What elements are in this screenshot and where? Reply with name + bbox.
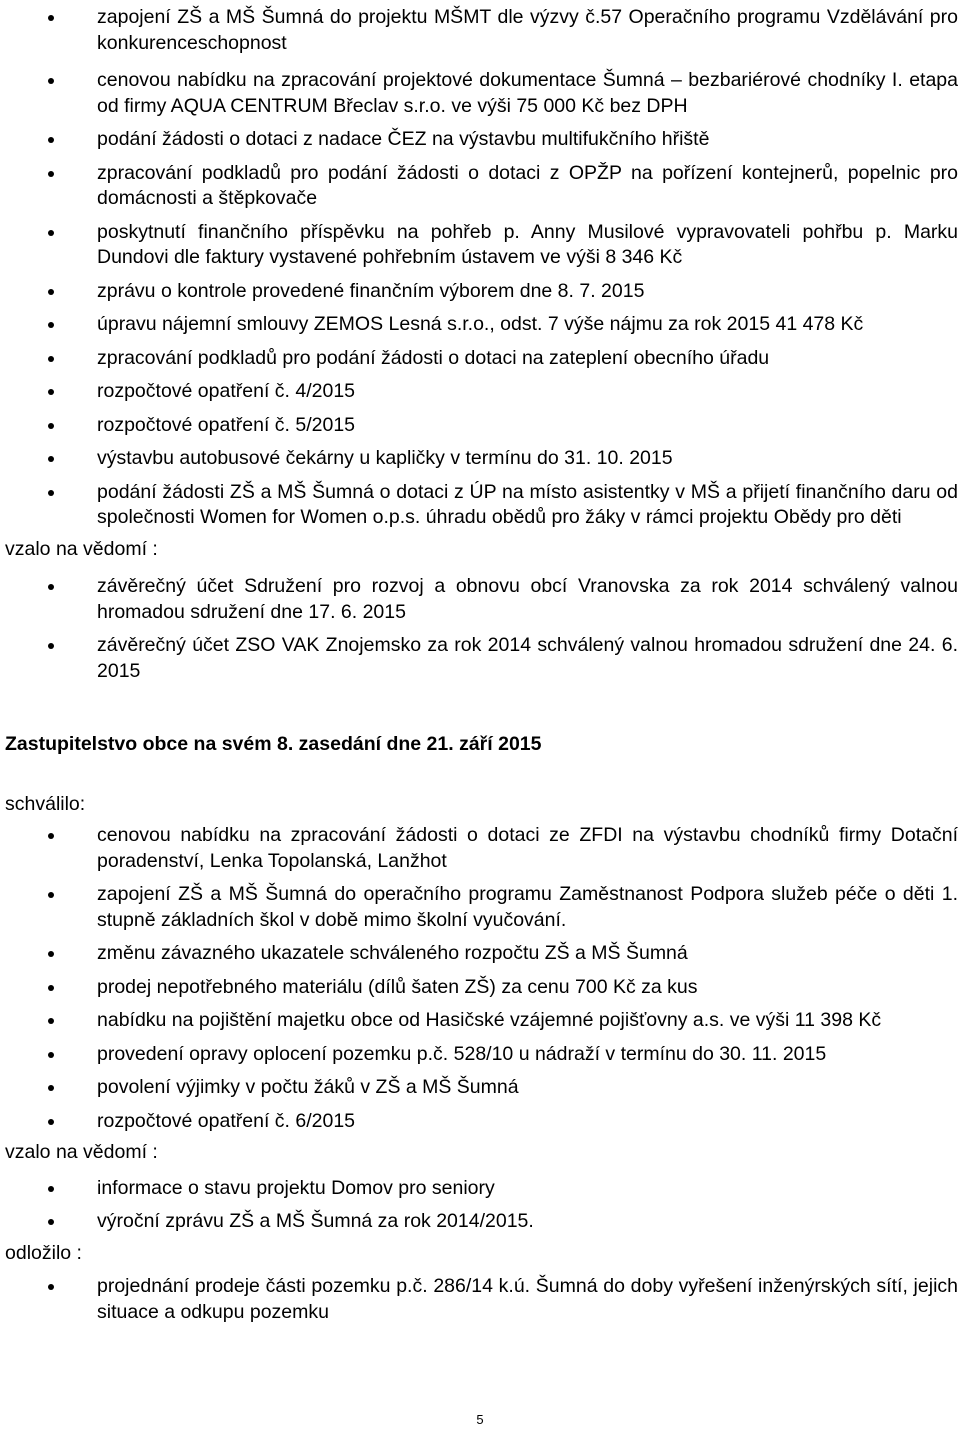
item-text: výroční zprávu ZŠ a MŠ Šumná za rok 2014/2015. — [97, 1210, 534, 1232]
item-text: zapojení ZŠ a MŠ Šumná do projektu MŠMT dle výzvy č.57 Operačního programu Vzdělávání pro konkurenceschopnost — [97, 6, 958, 54]
list-item — [0, 161, 960, 212]
bullet-icon — [48, 892, 54, 898]
list-item — [0, 941, 960, 967]
bullet-icon — [48, 456, 54, 462]
bullet-icon — [48, 15, 54, 21]
item-text: cenovou nabídku na zpracování projektové dokumentace Šumná – bezbariérové chodníky I. etapa od firmy AQUA CENTRUM Břeclav s.r.o. ve výši 75 000 Kč bez DPH — [97, 69, 958, 117]
bullet-icon — [48, 389, 54, 395]
noted-list-2 — [0, 1176, 960, 1235]
bullet-icon — [48, 1186, 54, 1192]
bullet-icon — [48, 584, 54, 590]
list-item — [0, 5, 960, 56]
item-text: zapojení ZŠ a MŠ Šumná do operačního programu Zaměstnanost Podpora služeb péče o děti 1. stupně základních škol v době mimo školní vyučování. — [97, 883, 958, 931]
bullet-icon — [48, 985, 54, 991]
item-text: podání žádosti o dotaci z nadace ČEZ na výstavbu multifukčního hřiště — [97, 128, 710, 150]
item-text: povolení výjimky v počtu žáků v ZŠ a MŠ Šumná — [97, 1076, 519, 1098]
bullet-icon — [48, 1018, 54, 1024]
bullet-icon — [48, 230, 54, 236]
item-text: rozpočtové opatření č. 5/2015 — [97, 413, 356, 436]
item-text: závěrečný účet ZSO VAK Znojemsko za rok 2014 schválený valnou hromadou sdružení dne 24. 6. 2015 — [97, 634, 958, 682]
bullet-icon — [48, 643, 54, 649]
list-item — [0, 312, 960, 338]
item-text: zprávu o kontrole provedené finančním výborem dne 8. 7. 2015 — [97, 279, 645, 302]
page-number: 5 — [476, 1412, 484, 1427]
bullet-icon — [48, 356, 54, 362]
list-item — [0, 1042, 960, 1068]
list-item — [0, 633, 960, 684]
list-item — [0, 127, 960, 153]
postponed-list — [0, 1274, 960, 1325]
list-item — [0, 346, 960, 372]
item-text: zpracování podkladů pro podání žádosti o dotaci na zateplení obecního úřadu — [97, 346, 770, 369]
list-item — [0, 1109, 960, 1135]
bullet-icon — [48, 137, 54, 143]
item-text: projednání prodeje části pozemku p.č. 286/14 k.ú. Šumná do doby vyřešení inženýrských sítí, jejich situace a odkupu pozemku — [97, 1275, 958, 1323]
bullet-icon — [48, 1085, 54, 1091]
approved-label: schválilo: — [5, 792, 86, 815]
bullet-icon — [48, 1052, 54, 1058]
bullet-icon — [48, 490, 54, 496]
bullet-icon — [48, 1119, 54, 1125]
list-item — [0, 1008, 960, 1034]
item-text: provedení opravy oplocení pozemku p.č. 528/10 u nádraží v termínu do 30. 11. 2015 — [97, 1042, 827, 1065]
item-text: úpravu nájemní smlouvy ZEMOS Lesná s.r.o., odst. 7 výše nájmu za rok 2015 41 478 Kč — [97, 313, 864, 335]
noted-label-2: vzalo na vědomí : — [5, 1141, 158, 1163]
item-text: zpracování podkladů pro podání žádosti o dotaci z OPŽP na pořízení kontejnerů, popelnic pro domácnosti a štěpkovače — [97, 161, 958, 209]
item-text: závěrečný účet Sdružení pro rozvoj a obnovu obcí Vranovska za rok 2014 schválený valnou hromadou sdružení dne 17. 6. 2015 — [97, 575, 958, 623]
bullet-icon — [48, 951, 54, 957]
item-text: nabídku na pojištění majetku obce od Hasičské vzájemné pojišťovny a.s. ve výši 11 398 Kč — [97, 1009, 882, 1031]
bullet-icon — [48, 833, 54, 839]
list-item — [0, 823, 960, 874]
item-text: informace o stavu projektu Domov pro seniory — [97, 1176, 495, 1199]
list-item — [0, 480, 960, 531]
bullet-icon — [48, 1284, 54, 1290]
item-text: rozpočtové opatření č. 6/2015 — [97, 1109, 356, 1132]
list-item — [0, 446, 960, 472]
list-item — [0, 975, 960, 1001]
postponed-label: odložilo : — [5, 1241, 82, 1264]
bullet-icon — [48, 1219, 54, 1225]
item-text: prodej nepotřebného materiálu (dílů šaten ZŠ) za cenu 700 Kč za kus — [97, 975, 698, 998]
section1-list — [0, 5, 960, 531]
approved-list — [0, 823, 960, 1134]
bullet-icon — [48, 171, 54, 177]
list-item — [0, 413, 960, 439]
list-item — [0, 882, 960, 933]
list-item — [0, 1075, 960, 1101]
item-text: podání žádosti ZŠ a MŠ Šumná o dotaci z ÚP na místo asistentky v MŠ a přijetí finančního daru od společnosti Women for Women o.p.s. úhradu obědů pro žáky v rámci projektu Obědy pro děti — [97, 480, 958, 528]
bullet-icon — [48, 289, 54, 295]
list-item — [0, 1176, 960, 1202]
item-text: rozpočtové opatření č. 4/2015 — [97, 380, 356, 402]
list-item — [0, 220, 960, 271]
list-item — [0, 379, 960, 405]
list-item — [0, 68, 960, 119]
bullet-icon — [48, 78, 54, 84]
item-text: změnu závazného ukazatele schváleného rozpočtu ZŠ a MŠ Šumná — [97, 942, 688, 964]
list-item — [0, 279, 960, 305]
bullet-icon — [48, 322, 54, 328]
list-item — [0, 1209, 960, 1235]
list-item — [0, 1274, 960, 1325]
meeting-heading: Zastupitelstvo obce na svém 8. zasedání dne 21. září 2015 — [5, 733, 542, 755]
bullet-icon — [48, 423, 54, 429]
item-text: výstavbu autobusové čekárny u kapličky v termínu do 31. 10. 2015 — [97, 447, 673, 469]
list-item — [0, 574, 960, 625]
item-text: cenovou nabídku na zpracování žádosti o dotaci ze ZFDI na výstavbu chodníků firmy Dotační poradenství, Lenka Topolanská, Lanžhot — [97, 824, 958, 872]
noted-list-1 — [0, 574, 960, 684]
noted-label-1: vzalo na vědomí : — [5, 537, 158, 560]
item-text: poskytnutí finančního příspěvku na pohřeb p. Anny Musilové vypravovateli pohřbu p. Marku Dundovi dle faktury vystavené pohřebním ústavem ve výši 8 346 Kč — [97, 220, 958, 268]
